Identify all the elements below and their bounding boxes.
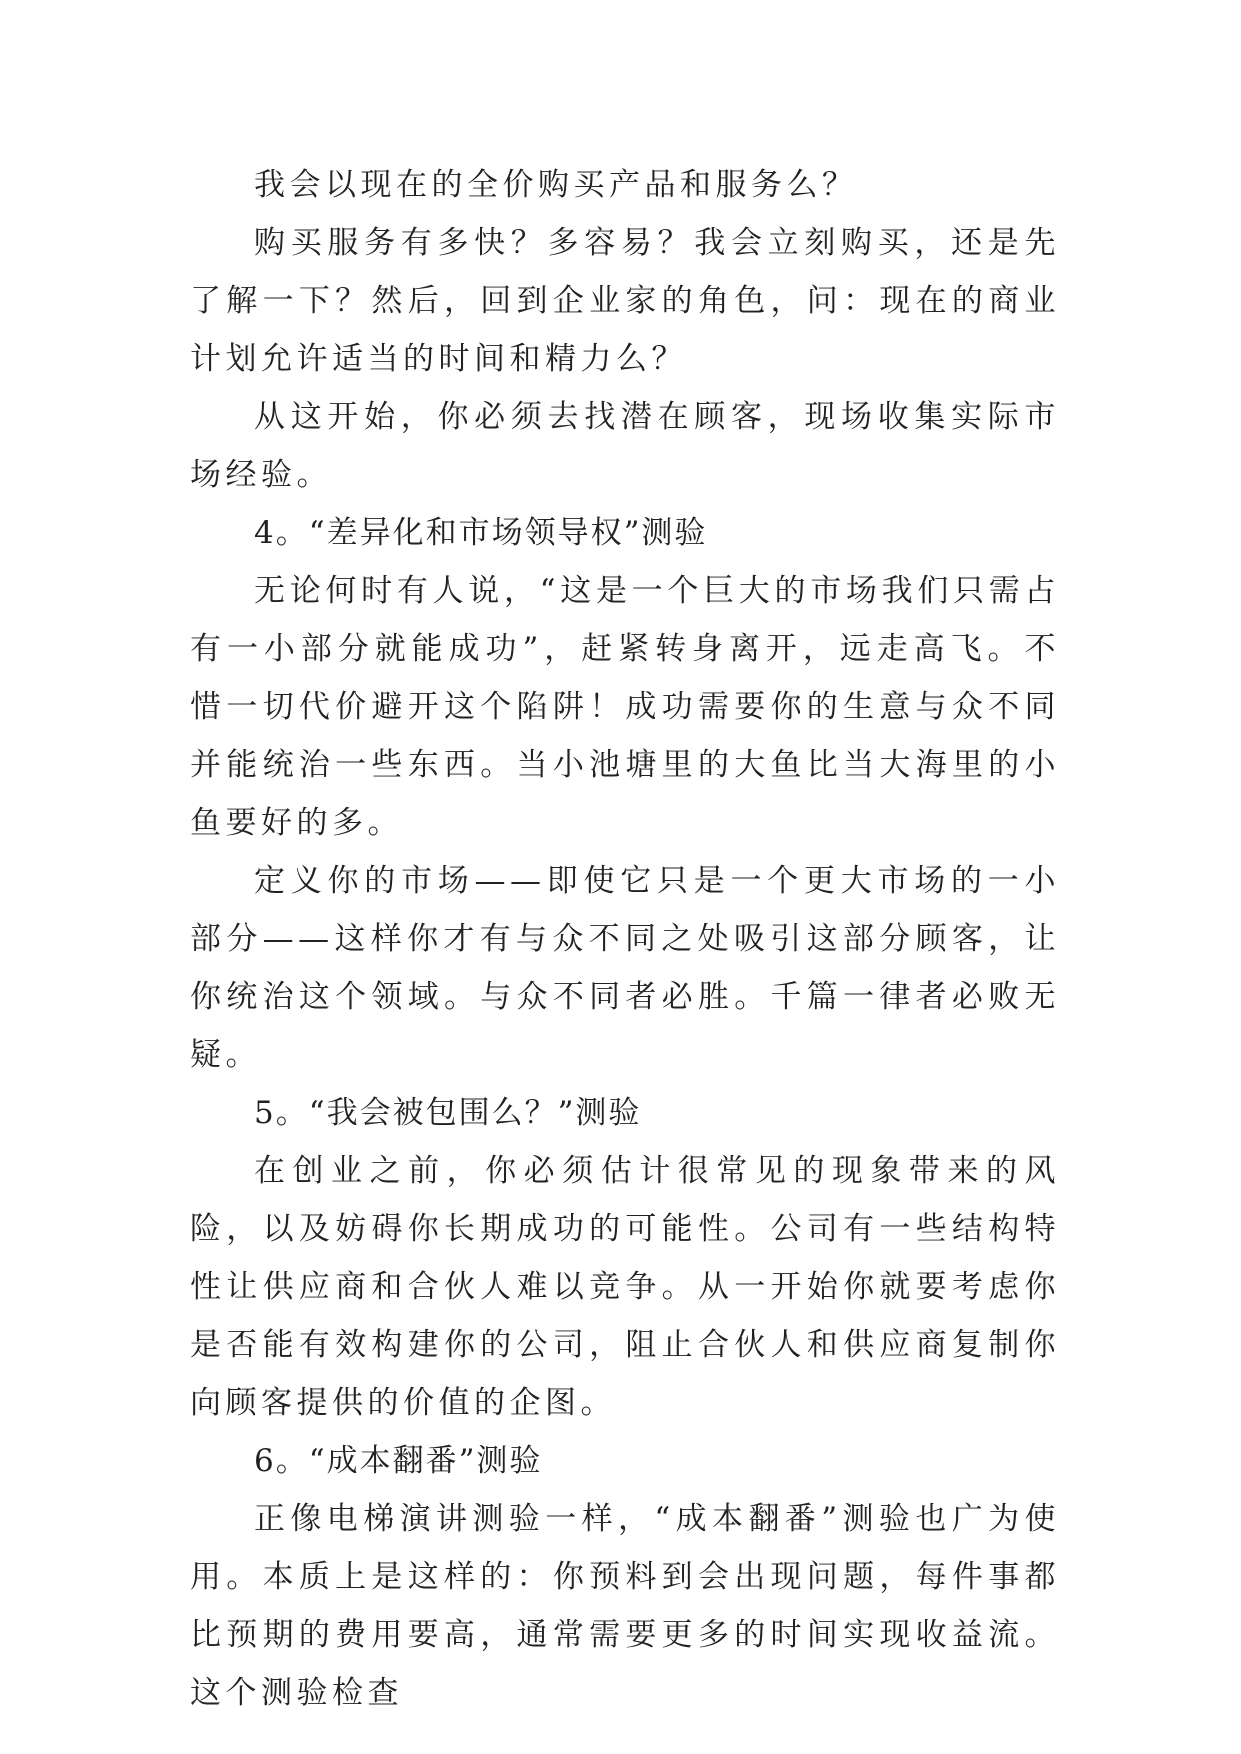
paragraph: 无论何时有人说，“这是一个巨大的市场我们只需占有一小部分就能成功”，赶紧转身离开，远走高飞。不惜一切代价避开这个陷阱！成功需要你的生意与众不同并能统治一些东西。当小池塘里的大鱼比当大海里的小鱼要好的多。 — [190, 573, 1060, 841]
paragraph: 从这开始，你必须去找潜在顾客，现场收集实际市场经验。 — [190, 399, 1060, 493]
paragraph: 购买服务有多快？多容易？我会立刻购买，还是先了解一下？然后，回到企业家的角色，问：现在的商业计划允许适当的时间和精力么？ — [190, 225, 1060, 377]
paragraph: 正像电梯演讲测验一样，“成本翻番”测验也广为使用。本质上是这样的：你预料到会出现问题，每件事都比预期的费用要高，通常需要更多的时间实现收益流。这个测验检查 — [190, 1501, 1060, 1711]
paragraph: 定义你的市场——即使它只是一个更大市场的一小部分——这样你才有与众不同之处吸引这部分顾客，让你统治这个领域。与众不同者必胜。千篇一律者必败无疑。 — [190, 863, 1060, 1073]
section-heading-6: 6。“成本翻番”测验 — [254, 1443, 543, 1479]
section-heading-5: 5。“我会被包围么？”测验 — [254, 1095, 642, 1131]
paragraph: 我会以现在的全价购买产品和服务么？ — [254, 167, 858, 203]
paragraph: 在创业之前，你必须估计很常见的现象带来的风险，以及妨碍你长期成功的可能性。公司有一些结构特性让供应商和合伙人难以竞争。从一开始你就要考虑你是否能有效构建你的公司，阻止合伙人和供应商复制你向顾客提供的价值的企图。 — [190, 1153, 1060, 1421]
section-heading-4: 4。“差异化和市场领导权”测验 — [254, 515, 708, 551]
document-body — [190, 156, 1060, 1722]
